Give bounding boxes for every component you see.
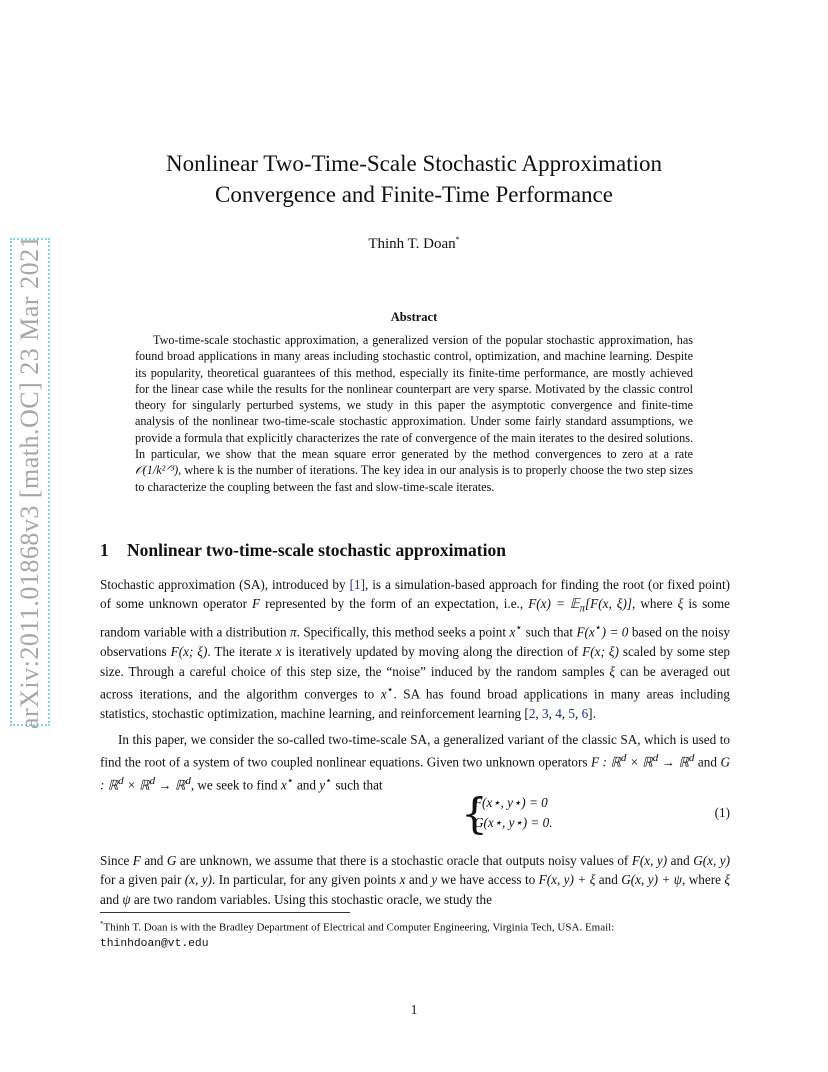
text-run: . SA has found broad applications in many areas including statistics, stochastic optimization, machine learning, and reinforcement learning [ <box>100 686 730 721</box>
math-inline: ξ <box>609 663 616 679</box>
text-run: Since <box>100 853 133 868</box>
citation-link[interactable]: 3 <box>542 705 549 721</box>
math-superscript: ⋆ <box>594 622 602 635</box>
math-inline: → ℝ <box>658 754 689 770</box>
math-inline: F(x, y) <box>631 853 668 868</box>
math-inline: x <box>509 624 516 640</box>
left-brace-glyph: { <box>461 789 488 838</box>
text-run: , <box>574 705 582 721</box>
section-number: 1 <box>100 540 109 560</box>
citation-link[interactable]: 2 <box>528 705 536 721</box>
text-run: are two random variables. Using this stochastic oracle, we study the <box>130 891 493 907</box>
display-equation <box>100 790 730 840</box>
math-inline: F(x; ξ) <box>170 644 208 660</box>
text-run: we have access to <box>437 872 539 888</box>
text-run: and <box>293 777 320 793</box>
equation-line-2: G(x⋆, y⋆) = 0. <box>474 815 553 830</box>
math-inline: π <box>290 624 297 640</box>
citation-link[interactable]: 6 <box>581 705 589 721</box>
text-run: can be averaged out across iterations, and the algorithm converges to <box>100 663 731 702</box>
section-heading <box>100 540 728 561</box>
math-superscript: ⋆ <box>286 775 294 788</box>
arxiv-identifier-stamp <box>10 234 50 730</box>
text-run: , where <box>681 872 725 888</box>
text-run: , <box>548 705 556 721</box>
text-run: , is a simulation-based approach for finding the root (or fixed point) of some unknown operator <box>100 577 730 612</box>
math-inline: x <box>380 686 387 702</box>
math-inline: F(x) = 𝔼 <box>528 596 580 612</box>
math-inline: (x, y) <box>184 872 213 888</box>
math-inline: [F(x, ξ)] <box>585 596 632 612</box>
citation-link[interactable]: 5 <box>568 705 575 721</box>
math-superscript: d <box>149 775 156 788</box>
math-subscript: π <box>579 603 586 616</box>
citation-link[interactable]: 4 <box>555 705 562 721</box>
text-run: scaled by some step size. Through a careful choice of this step size, the “noise” induced by the random samples <box>100 644 731 679</box>
text-run: represented by the form of an expectation, i.e., <box>260 596 529 612</box>
text-run: and <box>694 754 721 770</box>
text-run: is some random variable with a distribution <box>100 596 730 640</box>
math-inline: ) = 0 <box>601 624 629 640</box>
text-run: and <box>667 853 694 868</box>
math-inline: F(x <box>576 624 595 640</box>
text-run: , where <box>631 596 678 612</box>
math-superscript: d <box>620 752 627 765</box>
text-run: for a given pair <box>100 872 185 888</box>
math-inline: F(x, y) + ξ <box>538 872 596 888</box>
math-superscript: d <box>118 775 124 788</box>
math-inline: x <box>399 872 406 888</box>
text-run: , <box>561 705 569 721</box>
author-footnote-mark: * <box>455 235 460 244</box>
math-inline: ξ <box>724 872 731 888</box>
math-inline: y <box>431 872 438 888</box>
text-run: ]. <box>588 705 596 721</box>
text-run: are unknown, we assume that there is a stochastic oracle that outputs noisy values of <box>176 853 632 868</box>
math-superscript: ⋆ <box>386 684 394 697</box>
text-run: based on the noisy observations <box>100 624 730 660</box>
math-inline: G(x, y) + ψ <box>621 872 682 888</box>
math-superscript: ⋆ <box>325 775 333 788</box>
math-superscript: d <box>652 752 659 765</box>
math-inline: F <box>252 596 261 612</box>
text-run: and <box>595 872 622 888</box>
text-run: is iteratively updated by moving along the direction of <box>281 644 583 660</box>
math-inline: G(x, y) <box>693 853 731 868</box>
math-inline: × ℝ <box>626 754 653 770</box>
abstract-text-part1: Two-time-scale stochastic approximation, a generalized version of the popular stochastic approximation, has found broad applications in many areas including stochastic control, optimization, and machine learning. Despite its popularity, theoretical guarantees of this method, especially its finite-time performance, are mostly achieved for the linear case while the results for the nonlinear counterpart are very sparse. Motivated by the classic control theory for singularly perturbed systems, we study in this paper the asymptotic convergence and finite-time analysis of the nonlinear two-time-scale stochastic approximation. Under some fairly standard assumptions, we provide a formula that explicitly characterizes the rate of convergence of the main iterates to the desired solutions. In particular, we show that the mean square error generated by the method convergences to zero at a rate <box>135 333 693 462</box>
equation-line-1: F(x⋆, y⋆) = 0 <box>474 795 548 810</box>
paragraph-1 <box>100 575 730 723</box>
arxiv-identifier: arXiv:2011.01868v3 [math.OC] 23 Mar 2021 <box>15 234 45 730</box>
abstract-text-part2: , where k is the number of iterations. The key idea in our analysis is to properly choose the two step sizes to characterize the coupling between the fast and slow-time-scale iterates. <box>135 463 693 494</box>
math-inline: x <box>280 777 287 793</box>
text-run: such that <box>332 777 383 793</box>
text-run: In this paper, we consider the so-called two-time-scale SA, a generalized variant of the classic SA, which is used to find the root of a system of two coupled nonlinear equations. Given two unknown operators <box>100 732 730 770</box>
paragraph-2 <box>100 730 730 795</box>
math-inline: ψ <box>122 891 131 907</box>
title-line-1: Nonlinear Two-Time-Scale Stochastic Approximation <box>165 151 663 176</box>
paragraph-3 <box>100 851 730 909</box>
footnote-text: Thinh T. Doan is with the Bradley Department of Electrical and Computer Engineering, Virginia Tech, USA. Email: <box>103 921 615 934</box>
text-run: , we seek to find <box>190 777 281 793</box>
paper-title <box>100 148 728 210</box>
footnote-mark: * <box>100 920 104 928</box>
text-run: and <box>405 872 432 888</box>
math-inline: F : ℝ <box>590 754 621 770</box>
text-run: and <box>100 891 123 907</box>
author-name: Thinh T. Doan <box>368 236 456 252</box>
math-inline: y <box>319 777 326 793</box>
math-inline: F <box>132 853 141 868</box>
math-inline: ξ <box>677 596 684 612</box>
text-run: and <box>140 853 167 868</box>
math-inline: × ℝ <box>123 777 150 793</box>
text-run: . Specifically, this method seeks a point <box>296 624 510 640</box>
math-inline: x <box>275 644 282 660</box>
math-inline: F(x; ξ) <box>582 644 619 660</box>
author-line <box>100 235 728 253</box>
citation-link[interactable]: [1] <box>349 577 365 592</box>
text-run: , <box>535 705 543 721</box>
math-inline: G <box>166 853 177 868</box>
math-superscript: ⋆ <box>515 622 523 635</box>
equation-number: (1) <box>714 805 730 820</box>
math-superscript: d <box>185 775 191 788</box>
math-inline: G : ℝ <box>100 754 730 793</box>
math-superscript: d <box>688 752 695 765</box>
text-run: such that <box>522 624 577 640</box>
equation-lines <box>474 793 553 833</box>
author-email-link[interactable]: thinhdoan@vt.edu <box>100 938 209 951</box>
text-run: . In particular, for any given points <box>212 872 400 888</box>
text-run: Stochastic approximation (SA), introduced by <box>100 577 350 592</box>
page-number: 1 <box>410 1002 418 1017</box>
math-inline: → ℝ <box>155 777 186 793</box>
footnote <box>100 917 730 953</box>
abstract-body <box>135 332 693 495</box>
section-title: Nonlinear two-time-scale stochastic approximation <box>127 540 506 560</box>
text-run: . The iterate <box>207 644 276 660</box>
footnote-divider <box>100 912 350 913</box>
abstract-rate-math: 𝒪(1/k²ᐟ³) <box>135 463 179 478</box>
abstract-heading: Abstract <box>390 310 438 324</box>
title-line-2: Convergence and Finite-Time Performance <box>215 182 613 207</box>
